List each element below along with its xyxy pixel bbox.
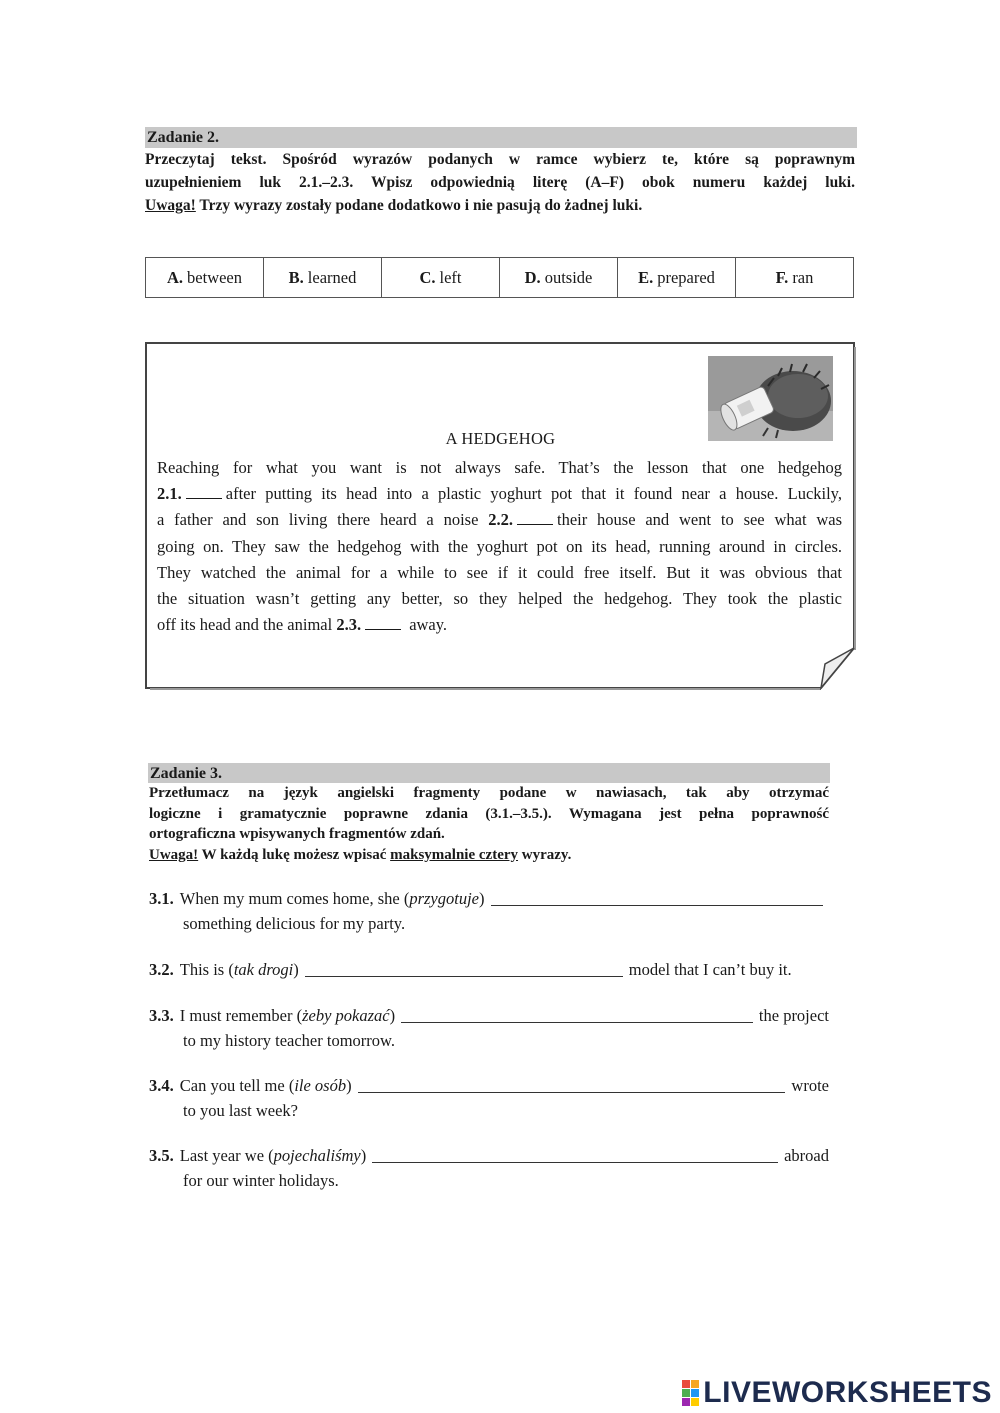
- task2-title: Zadanie 2.: [145, 127, 857, 148]
- story-line: Reaching for what you want is not always safe. That’s the lesson that one hedgehog: [157, 458, 842, 477]
- word-bank-option-d: D. outside: [500, 258, 618, 297]
- answer-line-3-4[interactable]: [358, 1091, 786, 1093]
- story-line: They watched the animal for a while to see if it could free itself. But it was obvious that: [157, 562, 842, 582]
- story-line: the situation wasn’t getting any better, so they helped the hedgehog. They took the plastic: [157, 589, 842, 609]
- word-bank-option-b: B. learned: [264, 258, 382, 297]
- warning-text: Trzy wyrazy zostały podane dodatkowo i nie pasują do żadnej luki.: [195, 197, 643, 214]
- gap-label-2-1: 2.1.: [157, 484, 182, 504]
- gap-blank-2-3[interactable]: [365, 615, 401, 630]
- task3-instr-warning: Uwaga! W każdą lukę możesz wpisać maksymalnie cztery wyrazy.: [149, 846, 572, 863]
- word-bank-option-e: E. prepared: [618, 258, 736, 297]
- story-line: 2.1. after putting its head into a plastic yoghurt pot that it found near a house. Luckily,: [157, 484, 842, 504]
- brand-name: LIVEWORKSHEETS: [703, 1376, 992, 1409]
- task2-instr-line1: Przeczytaj tekst. Spośród wyrazów podanych w ramce wybierz te, które są poprawnym: [145, 151, 855, 168]
- gap-label-2-3: 2.3.: [336, 615, 362, 635]
- task3-instr-line2: logiczne i gramatycznie poprawne zdania (3.1.–3.5.). Wymagana jest pełna poprawność: [149, 805, 829, 822]
- story-line: going on. They saw the hedgehog with the yoghurt pot on its head, running around in circles.: [157, 536, 842, 556]
- question-3-5: 3.5. Last year we ( pojechaliśmy ) abroad for our winter holidays.: [149, 1146, 829, 1190]
- gap-label-2-2: 2.2.: [488, 510, 513, 530]
- answer-line-3-5[interactable]: [372, 1161, 778, 1163]
- liveworksheets-logo: [682, 1376, 992, 1410]
- warning-label: Uwaga!: [145, 197, 196, 214]
- story-note-box: [145, 342, 856, 690]
- story-line: off its head and the animal 2.3. away.: [157, 615, 448, 635]
- answer-line-3-2[interactable]: [305, 975, 623, 977]
- task3-instructions: [149, 783, 829, 865]
- question-3-4: 3.4. Can you tell me ( ile osób ) wrote to you last week?: [149, 1076, 829, 1120]
- story-text: [157, 455, 842, 638]
- task3-instr-line3: ortograficzna wpisywanych fragmentów zdań.: [149, 826, 445, 842]
- word-bank-option-f: F. ran: [775, 267, 814, 287]
- word-bank-option-a: A. between: [146, 258, 264, 297]
- answer-line-3-3[interactable]: [401, 1021, 753, 1023]
- gap-blank-2-1[interactable]: [186, 484, 222, 499]
- question-3-3: 3.3. I must remember ( żeby pokazać ) the project to my history teacher tomorrow.: [149, 1006, 829, 1050]
- task3-instr-line1: Przetłumacz na język angielski fragmenty podane w nawiasach, tak aby otrzymać: [149, 785, 829, 801]
- task2-instructions: [145, 148, 855, 217]
- logo-blocks-icon: [682, 1380, 699, 1406]
- task2-instr-warning: [145, 194, 855, 217]
- word-bank: [145, 257, 854, 298]
- question-3-2: 3.2. This is ( tak drogi ) model that I can’t buy it.: [149, 960, 792, 979]
- question-3-1: 3.1. When my mum comes home, she ( przygotuje ) something delicious for my party.: [149, 886, 829, 936]
- task3-title: Zadanie 3.: [148, 763, 830, 783]
- story-title: A HEDGEHOG: [445, 429, 556, 448]
- task2-instr-line2: uzupełnieniem luk 2.1.–2.3. Wpisz odpowiednią literę (A–F) obok numeru każdej luki.: [145, 174, 855, 191]
- gap-blank-2-2[interactable]: [517, 510, 553, 525]
- word-bank-option-c: C. left: [382, 258, 500, 297]
- story-line: a father and son living there heard a noise 2.2. their house and went to see what was: [157, 510, 843, 530]
- answer-line-3-1[interactable]: [491, 904, 824, 906]
